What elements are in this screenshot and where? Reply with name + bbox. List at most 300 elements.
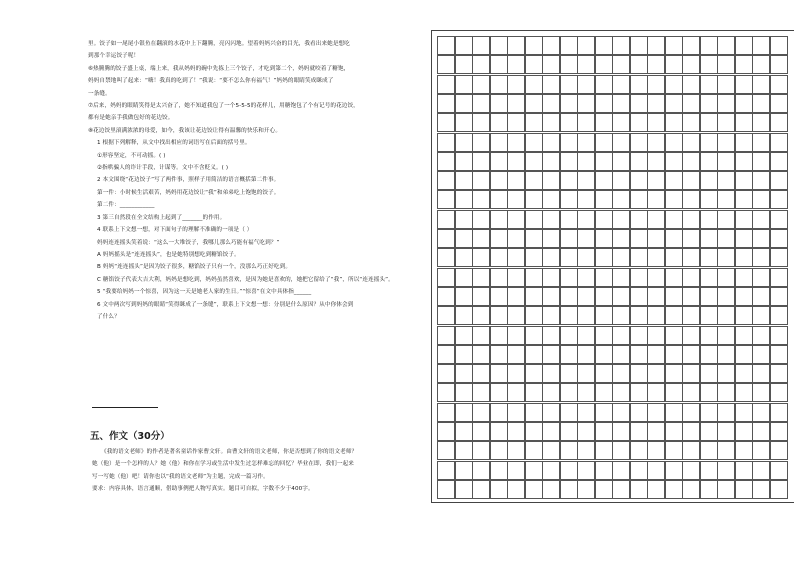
grid-cell[interactable]	[472, 171, 490, 190]
grid-cell[interactable]	[770, 133, 788, 152]
grid-cell[interactable]	[437, 480, 455, 499]
grid-cell[interactable]	[735, 248, 753, 267]
grid-cell[interactable]	[490, 422, 508, 441]
grid-cell[interactable]	[560, 461, 578, 480]
grid-cell[interactable]	[455, 75, 473, 94]
grid-cell[interactable]	[717, 210, 735, 229]
grid-cell[interactable]	[507, 268, 525, 287]
grid-cell[interactable]	[612, 364, 630, 383]
grid-cell[interactable]	[700, 461, 718, 480]
grid-cell[interactable]	[595, 383, 613, 402]
grid-cell[interactable]	[717, 364, 735, 383]
grid-cell[interactable]	[507, 422, 525, 441]
grid-cell[interactable]	[490, 133, 508, 152]
grid-cell[interactable]	[542, 422, 560, 441]
grid-cell[interactable]	[647, 133, 665, 152]
grid-cell[interactable]	[472, 113, 490, 132]
grid-cell[interactable]	[595, 133, 613, 152]
grid-cell[interactable]	[577, 345, 595, 364]
grid-cell[interactable]	[665, 287, 683, 306]
grid-cell[interactable]	[770, 287, 788, 306]
grid-cell[interactable]	[542, 364, 560, 383]
grid-cell[interactable]	[682, 152, 700, 171]
grid-cell[interactable]	[455, 210, 473, 229]
grid-cell[interactable]	[647, 480, 665, 499]
grid-cell[interactable]	[437, 268, 455, 287]
grid-cell[interactable]	[770, 210, 788, 229]
grid-cell[interactable]	[542, 55, 560, 74]
grid-cell[interactable]	[560, 441, 578, 460]
grid-cell[interactable]	[682, 36, 700, 55]
grid-cell[interactable]	[717, 152, 735, 171]
grid-cell[interactable]	[647, 55, 665, 74]
grid-cell[interactable]	[490, 287, 508, 306]
grid-cell[interactable]	[542, 190, 560, 209]
grid-cell[interactable]	[437, 422, 455, 441]
grid-cell[interactable]	[630, 364, 648, 383]
grid-cell[interactable]	[525, 171, 543, 190]
grid-cell[interactable]	[630, 461, 648, 480]
grid-cell[interactable]	[612, 403, 630, 422]
grid-cell[interactable]	[665, 210, 683, 229]
grid-cell[interactable]	[612, 480, 630, 499]
grid-cell[interactable]	[752, 36, 770, 55]
grid-cell[interactable]	[437, 403, 455, 422]
grid-cell[interactable]	[647, 441, 665, 460]
grid-cell[interactable]	[542, 461, 560, 480]
grid-cell[interactable]	[770, 268, 788, 287]
grid-cell[interactable]	[525, 248, 543, 267]
grid-cell[interactable]	[700, 171, 718, 190]
grid-cell[interactable]	[735, 94, 753, 113]
grid-cell[interactable]	[560, 113, 578, 132]
grid-cell[interactable]	[682, 306, 700, 325]
grid-cell[interactable]	[595, 248, 613, 267]
grid-cell[interactable]	[630, 190, 648, 209]
grid-cell[interactable]	[665, 461, 683, 480]
grid-cell[interactable]	[577, 36, 595, 55]
grid-cell[interactable]	[542, 152, 560, 171]
grid-cell[interactable]	[525, 306, 543, 325]
grid-cell[interactable]	[490, 480, 508, 499]
grid-cell[interactable]	[752, 94, 770, 113]
grid-cell[interactable]	[647, 306, 665, 325]
grid-cell[interactable]	[770, 94, 788, 113]
grid-cell[interactable]	[735, 461, 753, 480]
grid-cell[interactable]	[542, 287, 560, 306]
grid-cell[interactable]	[437, 364, 455, 383]
grid-cell[interactable]	[577, 113, 595, 132]
grid-cell[interactable]	[560, 287, 578, 306]
grid-cell[interactable]	[542, 403, 560, 422]
grid-cell[interactable]	[490, 441, 508, 460]
grid-cell[interactable]	[630, 75, 648, 94]
grid-cell[interactable]	[682, 171, 700, 190]
grid-cell[interactable]	[647, 113, 665, 132]
grid-cell[interactable]	[700, 287, 718, 306]
grid-cell[interactable]	[717, 229, 735, 248]
grid-cell[interactable]	[700, 248, 718, 267]
grid-cell[interactable]	[472, 364, 490, 383]
grid-cell[interactable]	[577, 210, 595, 229]
grid-cell[interactable]	[560, 94, 578, 113]
grid-cell[interactable]	[665, 306, 683, 325]
grid-cell[interactable]	[595, 306, 613, 325]
grid-cell[interactable]	[542, 229, 560, 248]
grid-cell[interactable]	[542, 133, 560, 152]
grid-cell[interactable]	[717, 345, 735, 364]
grid-cell[interactable]	[577, 441, 595, 460]
grid-cell[interactable]	[647, 383, 665, 402]
grid-cell[interactable]	[560, 345, 578, 364]
grid-cell[interactable]	[542, 480, 560, 499]
grid-cell[interactable]	[525, 364, 543, 383]
grid-cell[interactable]	[490, 171, 508, 190]
grid-cell[interactable]	[542, 383, 560, 402]
grid-cell[interactable]	[647, 461, 665, 480]
grid-cell[interactable]	[560, 268, 578, 287]
grid-cell[interactable]	[682, 403, 700, 422]
grid-cell[interactable]	[717, 36, 735, 55]
grid-cell[interactable]	[735, 326, 753, 345]
grid-cell[interactable]	[560, 36, 578, 55]
grid-cell[interactable]	[700, 326, 718, 345]
grid-cell[interactable]	[735, 403, 753, 422]
grid-cell[interactable]	[700, 383, 718, 402]
grid-cell[interactable]	[560, 364, 578, 383]
grid-cell[interactable]	[735, 133, 753, 152]
grid-cell[interactable]	[752, 480, 770, 499]
grid-cell[interactable]	[752, 210, 770, 229]
grid-cell[interactable]	[735, 306, 753, 325]
grid-cell[interactable]	[647, 326, 665, 345]
grid-cell[interactable]	[455, 461, 473, 480]
grid-cell[interactable]	[665, 229, 683, 248]
grid-cell[interactable]	[770, 383, 788, 402]
grid-cell[interactable]	[525, 133, 543, 152]
grid-cell[interactable]	[700, 306, 718, 325]
grid-cell[interactable]	[647, 190, 665, 209]
grid-cell[interactable]	[560, 306, 578, 325]
grid-cell[interactable]	[630, 210, 648, 229]
grid-cell[interactable]	[630, 229, 648, 248]
grid-cell[interactable]	[542, 441, 560, 460]
grid-cell[interactable]	[682, 55, 700, 74]
grid-cell[interactable]	[490, 364, 508, 383]
grid-cell[interactable]	[717, 248, 735, 267]
grid-cell[interactable]	[770, 190, 788, 209]
grid-cell[interactable]	[542, 248, 560, 267]
grid-cell[interactable]	[490, 113, 508, 132]
grid-cell[interactable]	[630, 171, 648, 190]
grid-cell[interactable]	[507, 171, 525, 190]
grid-cell[interactable]	[595, 403, 613, 422]
grid-cell[interactable]	[472, 345, 490, 364]
grid-cell[interactable]	[700, 422, 718, 441]
grid-cell[interactable]	[507, 133, 525, 152]
grid-cell[interactable]	[525, 403, 543, 422]
grid-cell[interactable]	[700, 345, 718, 364]
grid-cell[interactable]	[595, 113, 613, 132]
grid-cell[interactable]	[752, 133, 770, 152]
grid-cell[interactable]	[472, 94, 490, 113]
grid-cell[interactable]	[560, 229, 578, 248]
grid-cell[interactable]	[560, 190, 578, 209]
grid-cell[interactable]	[455, 190, 473, 209]
grid-cell[interactable]	[455, 268, 473, 287]
grid-cell[interactable]	[472, 383, 490, 402]
grid-cell[interactable]	[735, 75, 753, 94]
grid-cell[interactable]	[595, 75, 613, 94]
grid-cell[interactable]	[472, 133, 490, 152]
grid-cell[interactable]	[542, 326, 560, 345]
grid-cell[interactable]	[700, 113, 718, 132]
grid-cell[interactable]	[647, 94, 665, 113]
grid-cell[interactable]	[490, 36, 508, 55]
grid-cell[interactable]	[560, 383, 578, 402]
grid-cell[interactable]	[437, 345, 455, 364]
grid-cell[interactable]	[472, 441, 490, 460]
grid-cell[interactable]	[665, 75, 683, 94]
grid-cell[interactable]	[630, 113, 648, 132]
grid-cell[interactable]	[595, 422, 613, 441]
grid-cell[interactable]	[595, 345, 613, 364]
grid-cell[interactable]	[455, 326, 473, 345]
grid-cell[interactable]	[735, 287, 753, 306]
grid-cell[interactable]	[560, 75, 578, 94]
grid-cell[interactable]	[560, 133, 578, 152]
grid-cell[interactable]	[735, 441, 753, 460]
grid-cell[interactable]	[752, 326, 770, 345]
grid-cell[interactable]	[630, 55, 648, 74]
grid-cell[interactable]	[437, 441, 455, 460]
grid-cell[interactable]	[577, 326, 595, 345]
grid-cell[interactable]	[525, 113, 543, 132]
grid-cell[interactable]	[630, 152, 648, 171]
grid-cell[interactable]	[647, 75, 665, 94]
grid-cell[interactable]	[612, 326, 630, 345]
grid-cell[interactable]	[507, 229, 525, 248]
grid-cell[interactable]	[437, 248, 455, 267]
grid-cell[interactable]	[682, 287, 700, 306]
grid-cell[interactable]	[595, 480, 613, 499]
grid-cell[interactable]	[560, 210, 578, 229]
grid-cell[interactable]	[525, 461, 543, 480]
grid-cell[interactable]	[612, 36, 630, 55]
grid-cell[interactable]	[542, 75, 560, 94]
grid-cell[interactable]	[437, 306, 455, 325]
grid-cell[interactable]	[717, 287, 735, 306]
grid-cell[interactable]	[577, 422, 595, 441]
grid-cell[interactable]	[525, 480, 543, 499]
grid-cell[interactable]	[507, 113, 525, 132]
grid-cell[interactable]	[717, 268, 735, 287]
grid-cell[interactable]	[472, 229, 490, 248]
grid-cell[interactable]	[595, 210, 613, 229]
grid-cell[interactable]	[700, 480, 718, 499]
grid-cell[interactable]	[735, 268, 753, 287]
grid-cell[interactable]	[507, 364, 525, 383]
grid-cell[interactable]	[612, 306, 630, 325]
grid-cell[interactable]	[682, 383, 700, 402]
grid-cell[interactable]	[612, 287, 630, 306]
grid-cell[interactable]	[630, 326, 648, 345]
grid-cell[interactable]	[647, 403, 665, 422]
grid-cell[interactable]	[630, 133, 648, 152]
grid-cell[interactable]	[577, 152, 595, 171]
grid-cell[interactable]	[770, 36, 788, 55]
grid-cell[interactable]	[490, 268, 508, 287]
grid-cell[interactable]	[700, 210, 718, 229]
grid-cell[interactable]	[560, 326, 578, 345]
grid-cell[interactable]	[490, 345, 508, 364]
grid-cell[interactable]	[665, 364, 683, 383]
grid-cell[interactable]	[455, 383, 473, 402]
grid-cell[interactable]	[455, 55, 473, 74]
grid-cell[interactable]	[717, 190, 735, 209]
grid-cell[interactable]	[437, 210, 455, 229]
grid-cell[interactable]	[542, 113, 560, 132]
grid-cell[interactable]	[577, 480, 595, 499]
grid-cell[interactable]	[665, 133, 683, 152]
grid-cell[interactable]	[455, 113, 473, 132]
grid-cell[interactable]	[752, 229, 770, 248]
grid-cell[interactable]	[507, 75, 525, 94]
grid-cell[interactable]	[752, 113, 770, 132]
grid-cell[interactable]	[682, 326, 700, 345]
grid-cell[interactable]	[595, 152, 613, 171]
grid-cell[interactable]	[752, 403, 770, 422]
grid-cell[interactable]	[525, 383, 543, 402]
grid-cell[interactable]	[455, 480, 473, 499]
grid-cell[interactable]	[507, 403, 525, 422]
grid-cell[interactable]	[700, 229, 718, 248]
grid-cell[interactable]	[630, 287, 648, 306]
grid-cell[interactable]	[437, 229, 455, 248]
grid-cell[interactable]	[770, 422, 788, 441]
grid-cell[interactable]	[507, 36, 525, 55]
grid-cell[interactable]	[455, 403, 473, 422]
grid-cell[interactable]	[542, 306, 560, 325]
grid-cell[interactable]	[700, 268, 718, 287]
grid-cell[interactable]	[682, 94, 700, 113]
grid-cell[interactable]	[717, 75, 735, 94]
grid-cell[interactable]	[647, 229, 665, 248]
grid-cell[interactable]	[577, 171, 595, 190]
grid-cell[interactable]	[700, 152, 718, 171]
grid-cell[interactable]	[472, 480, 490, 499]
grid-cell[interactable]	[682, 75, 700, 94]
grid-cell[interactable]	[630, 248, 648, 267]
grid-cell[interactable]	[682, 461, 700, 480]
grid-cell[interactable]	[577, 133, 595, 152]
grid-cell[interactable]	[507, 287, 525, 306]
grid-cell[interactable]	[490, 403, 508, 422]
grid-cell[interactable]	[612, 461, 630, 480]
grid-cell[interactable]	[542, 171, 560, 190]
grid-cell[interactable]	[700, 441, 718, 460]
grid-cell[interactable]	[612, 190, 630, 209]
grid-cell[interactable]	[770, 229, 788, 248]
grid-cell[interactable]	[490, 306, 508, 325]
grid-cell[interactable]	[595, 268, 613, 287]
grid-cell[interactable]	[490, 190, 508, 209]
grid-cell[interactable]	[630, 422, 648, 441]
grid-cell[interactable]	[647, 171, 665, 190]
grid-cell[interactable]	[472, 210, 490, 229]
grid-cell[interactable]	[647, 268, 665, 287]
grid-cell[interactable]	[717, 403, 735, 422]
grid-cell[interactable]	[735, 480, 753, 499]
grid-cell[interactable]	[752, 55, 770, 74]
grid-cell[interactable]	[770, 75, 788, 94]
grid-cell[interactable]	[437, 94, 455, 113]
grid-cell[interactable]	[525, 326, 543, 345]
grid-cell[interactable]	[752, 152, 770, 171]
grid-cell[interactable]	[455, 345, 473, 364]
grid-cell[interactable]	[472, 190, 490, 209]
grid-cell[interactable]	[682, 190, 700, 209]
grid-cell[interactable]	[612, 268, 630, 287]
grid-cell[interactable]	[490, 326, 508, 345]
grid-cell[interactable]	[717, 461, 735, 480]
grid-cell[interactable]	[752, 190, 770, 209]
grid-cell[interactable]	[595, 55, 613, 74]
grid-cell[interactable]	[770, 441, 788, 460]
grid-cell[interactable]	[700, 94, 718, 113]
grid-cell[interactable]	[525, 441, 543, 460]
grid-cell[interactable]	[472, 326, 490, 345]
grid-cell[interactable]	[472, 422, 490, 441]
grid-cell[interactable]	[682, 364, 700, 383]
grid-cell[interactable]	[735, 55, 753, 74]
grid-cell[interactable]	[735, 229, 753, 248]
grid-cell[interactable]	[717, 113, 735, 132]
grid-cell[interactable]	[455, 94, 473, 113]
grid-cell[interactable]	[630, 306, 648, 325]
grid-cell[interactable]	[752, 75, 770, 94]
grid-cell[interactable]	[612, 441, 630, 460]
grid-cell[interactable]	[455, 133, 473, 152]
grid-cell[interactable]	[490, 248, 508, 267]
grid-cell[interactable]	[700, 364, 718, 383]
grid-cell[interactable]	[612, 75, 630, 94]
grid-cell[interactable]	[437, 171, 455, 190]
grid-cell[interactable]	[665, 248, 683, 267]
grid-cell[interactable]	[700, 55, 718, 74]
grid-cell[interactable]	[752, 268, 770, 287]
grid-cell[interactable]	[665, 422, 683, 441]
grid-cell[interactable]	[542, 36, 560, 55]
grid-cell[interactable]	[752, 422, 770, 441]
grid-cell[interactable]	[717, 55, 735, 74]
grid-cell[interactable]	[700, 75, 718, 94]
grid-cell[interactable]	[612, 55, 630, 74]
grid-cell[interactable]	[472, 55, 490, 74]
grid-cell[interactable]	[507, 248, 525, 267]
grid-cell[interactable]	[735, 364, 753, 383]
grid-cell[interactable]	[717, 480, 735, 499]
grid-cell[interactable]	[665, 480, 683, 499]
grid-cell[interactable]	[595, 441, 613, 460]
grid-cell[interactable]	[507, 210, 525, 229]
grid-cell[interactable]	[682, 345, 700, 364]
grid-cell[interactable]	[752, 461, 770, 480]
grid-cell[interactable]	[612, 422, 630, 441]
grid-cell[interactable]	[770, 152, 788, 171]
grid-cell[interactable]	[437, 461, 455, 480]
grid-cell[interactable]	[752, 171, 770, 190]
